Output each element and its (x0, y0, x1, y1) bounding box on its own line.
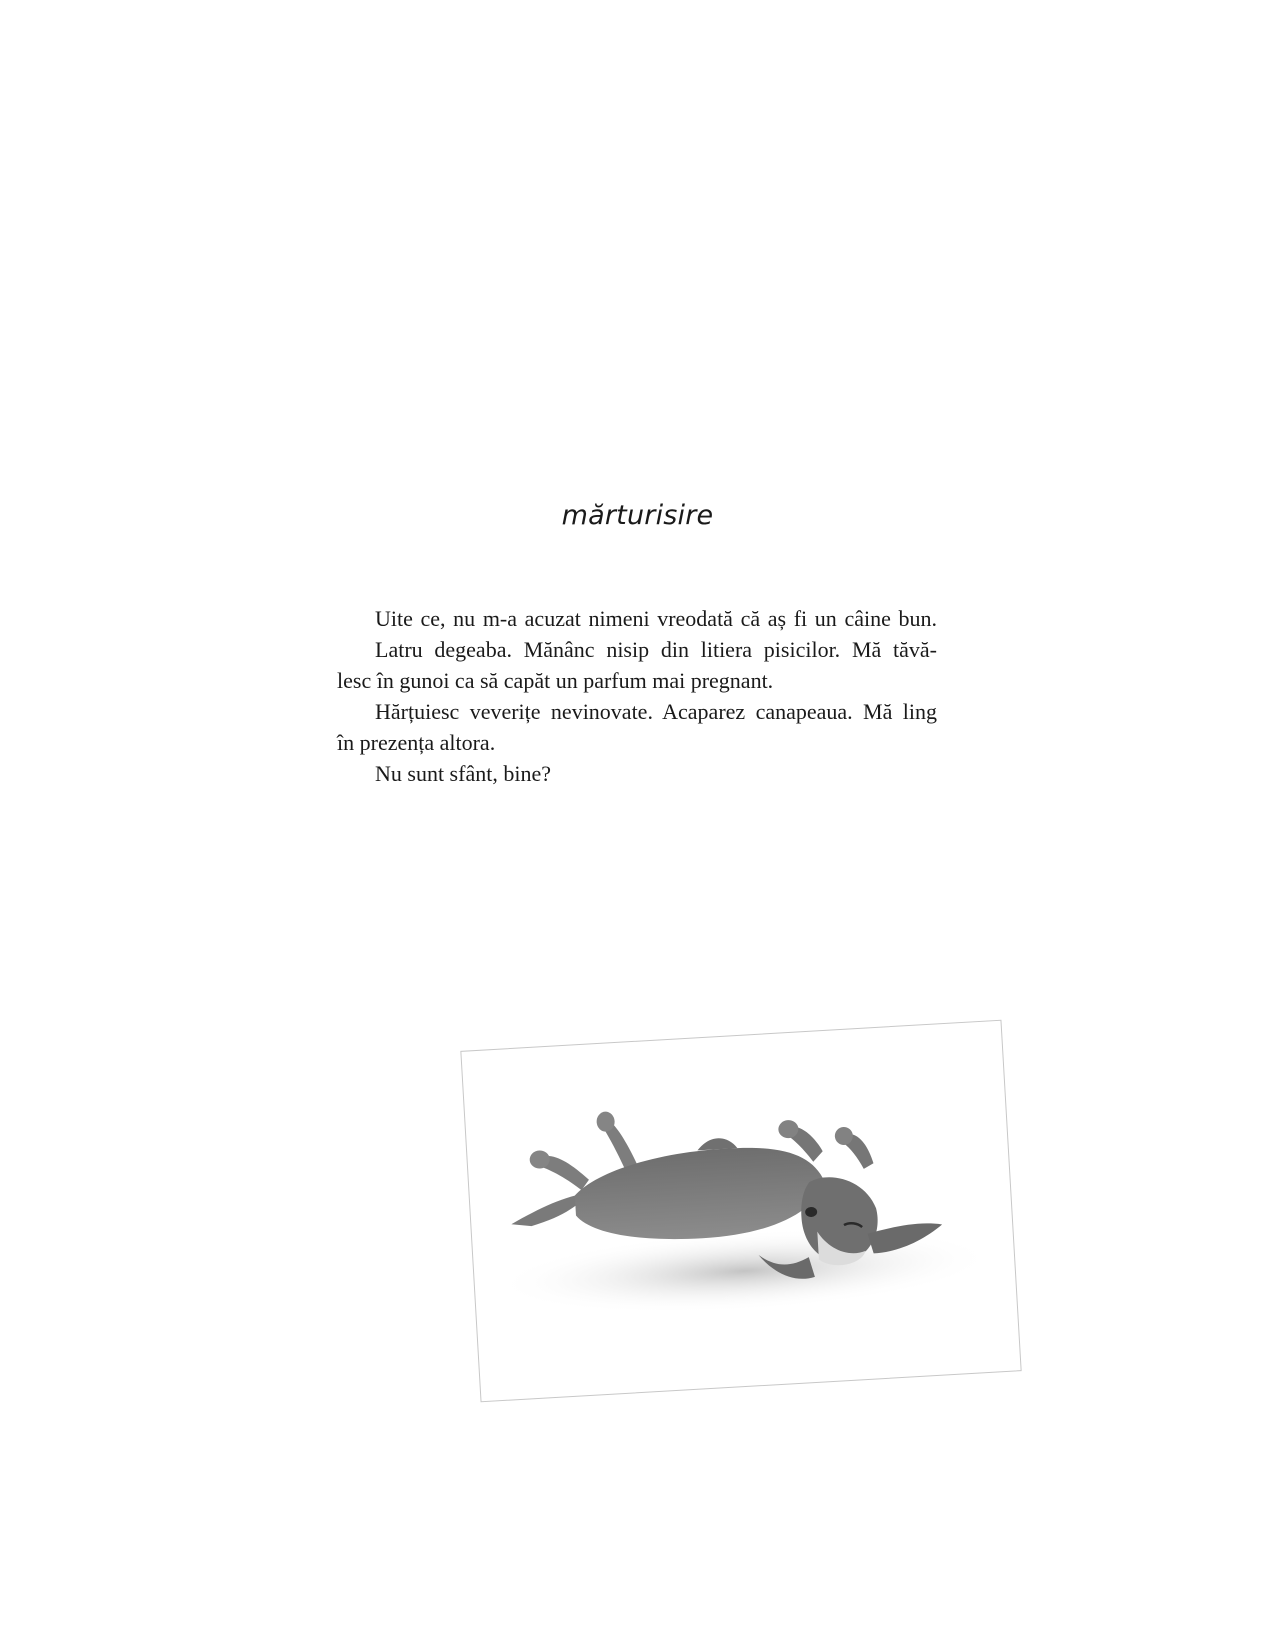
text-line-1: Uite ce, nu m-a acuzat nimeni vreodată că aș fi un câine bun. (375, 606, 937, 631)
text-line-4: Hărțuiesc veverițe nevinovate. Acaparez canapeaua. Mă ling (375, 699, 937, 724)
illustration-frame (460, 1020, 1021, 1403)
text-line-2: Latru degeaba. Mănânc nisip din litiera pisicilor. Mă tăvă- (375, 637, 937, 662)
text-line-6: Nu sunt sfânt, bine? (375, 761, 551, 786)
body-text (337, 603, 937, 789)
dog-rolling-on-back-illustration (461, 1021, 1020, 1402)
text-line-5: în prezența altora. (337, 730, 496, 755)
text-line-3: lesc în gunoi ca să capăt un parfum mai pregnant. (337, 668, 774, 693)
page-title: mărturisire (561, 500, 714, 531)
